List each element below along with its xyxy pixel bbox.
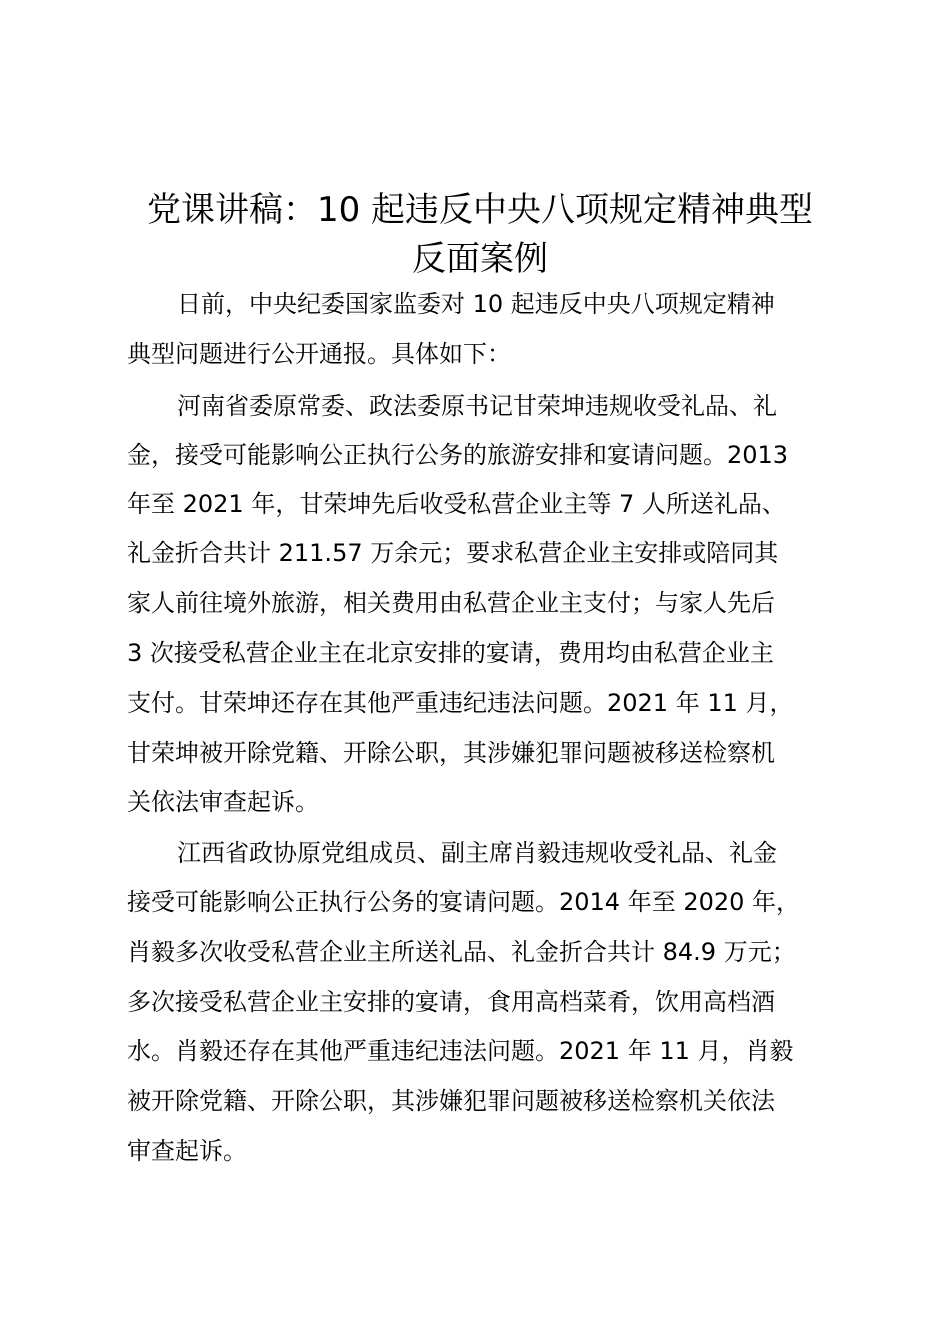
paragraph-line: 水。肖毅还存在其他严重违纪违法问题。2021 年 11 月，肖毅 — [127, 1037, 794, 1065]
paragraph-line: 河南省委原常委、政法委原书记甘荣坤违规收受礼品、礼 — [177, 392, 777, 420]
paragraph-line: 年至 2021 年，甘荣坤先后收受私营企业主等 7 人所送礼品、 — [127, 490, 786, 518]
paragraph-line: 金，接受可能影响公正执行公务的旅游安排和宴请问题。2013 — [127, 441, 789, 469]
paragraph-line: 被开除党籍、开除公职，其涉嫌犯罪问题被移送检察机关依法 — [127, 1087, 775, 1115]
paragraph-line: 典型问题进行公开通报。具体如下： — [127, 340, 511, 368]
paragraph-line: 支付。甘荣坤还存在其他严重违纪违法问题。2021 年 11 月， — [127, 689, 794, 717]
paragraph-line: 礼金折合共计 211.57 万余元；要求私营企业主安排或陪同其 — [127, 539, 779, 567]
title-line-2: 反面案例 — [412, 239, 548, 279]
paragraph-line: 家人前往境外旅游，相关费用由私营企业主支付；与家人先后 — [127, 589, 775, 617]
paragraph-line: 甘荣坤被开除党籍、开除公职，其涉嫌犯罪问题被移送检察机 — [127, 739, 775, 767]
paragraph-line: 江西省政协原党组成员、副主席肖毅违规收受礼品、礼金 — [177, 839, 777, 867]
paragraph-line: 审查起诉。 — [127, 1137, 247, 1165]
paragraph-line: 日前，中央纪委国家监委对 10 起违反中央八项规定精神 — [177, 290, 775, 318]
paragraph-line: 多次接受私营企业主安排的宴请，食用高档菜肴，饮用高档酒 — [127, 988, 775, 1016]
title-line-1: 党课讲稿：10 起违反中央八项规定精神典型 — [146, 190, 814, 230]
paragraph-line: 接受可能影响公正执行公务的宴请问题。2014 年至 2020 年， — [127, 888, 801, 916]
paragraph-line: 肖毅多次收受私营企业主所送礼品、礼金折合共计 84.9 万元； — [127, 938, 796, 966]
paragraph-line: 3 次接受私营企业主在北京安排的宴请，费用均由私营企业主 — [127, 639, 774, 667]
paragraph-line: 关依法审查起诉。 — [127, 788, 319, 816]
